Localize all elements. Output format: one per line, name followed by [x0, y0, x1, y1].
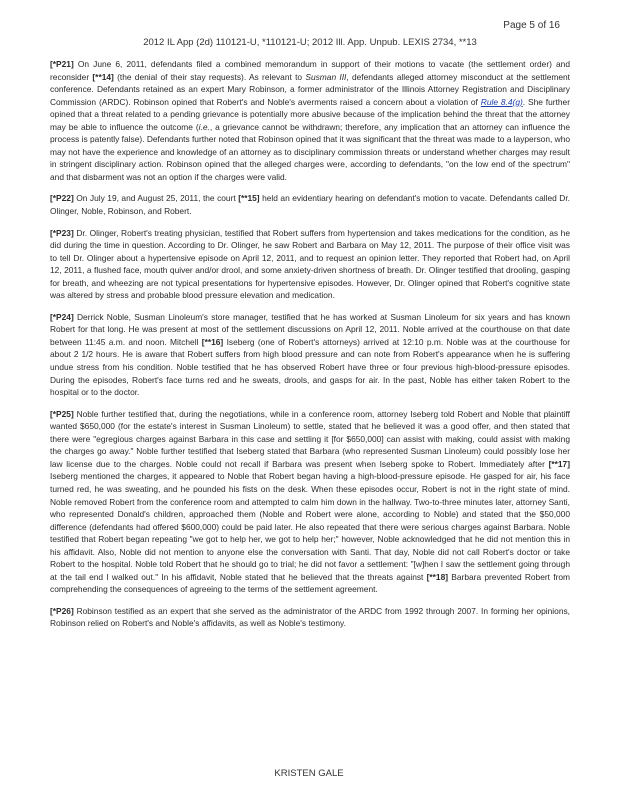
paragraph-25: [50, 408, 570, 596]
paragraph-marker: [*P24]: [50, 311, 74, 322]
page-marker: [**18]: [426, 571, 449, 582]
case-citation-header: 2012 IL App (2d) 110121-U, *110121-U; 2012 Ill. App. Unpub. LEXIS 2734, **13: [143, 37, 477, 48]
paragraph-marker: [*P22]: [50, 193, 74, 204]
paragraph-text: Noble further testified that, during the negotiations, while in a conference room, attorney Iseberg told Robert and Noble that plaintiff wanted $650,000 (for the estate's interest in Susman Linoleum) to settle, stated that he believed it was a good offer, and then stated that there were "egregious charges against Barbara in this case and settling it [for $650,000] can assist with making, could assist with making the charges go away." Noble further testified that Iseberg stated that Barbara (who represented Susman Linoleum) could possibly lose her law license due to the charges. Noble could not recall if Barbara was present when Iseberg spoke to Robert. Immediately after: [50, 408, 570, 469]
paragraph-24: [50, 311, 570, 399]
page-marker: [**17]: [548, 458, 570, 469]
paragraph-text: Derrick Noble, Susman Linoleum's store manager, testified that he has worked at Susman Linoleum for six years and has known Robert for that long. He was present at most of the settlement discussions on April 12, 2011. Noble arrived at the courthouse on that date between 11:45 a.m. and noon. Mitchell: [50, 311, 570, 347]
page-marker: [**15]: [238, 193, 260, 204]
paragraph-22: [50, 192, 570, 217]
paragraph-text: On June 6, 2011, defendants filed a combined memorandum in support of their motions to vacate (the settlement order) and reconsider: [50, 59, 570, 82]
paragraph-marker: [*P23]: [50, 227, 74, 238]
paragraph-text: , a grievance cannot be withdrawn; therefore, any implication that an attorney can influence the process is patently false). Defendants further noted that Robinson opined that it was significant that the threat was made to a layperson, who may not have the experience and knowledge of an attorney as to disciplinary commission threats or understand whether charges may result in stringent disciplinary action. Robinson opined that the alleged charges were, according to defendants, "on the low end of the spectrum" and that disbarment was not an option if the charges were valid.: [50, 121, 571, 182]
rule-link[interactable]: Rule 8.4(g): [480, 96, 523, 107]
paragraph-text: Robinson testified as an expert that she served as the administrator of the ARDC from 1992 through 2007. In forming her opinions, Robinson relied on Robert's and Noble's affidavits, as well as Noble's testimony.: [50, 605, 570, 629]
page-number: Page 5 of 16: [503, 20, 560, 31]
opinion-body: [50, 58, 570, 639]
paragraph-marker: [*P21]: [50, 59, 74, 69]
paragraph-23: [50, 227, 570, 302]
paragraph-text: Iseberg (one of Robert's attorneys) arrived at 12:10 p.m. Noble was at the courthouse for about 2 1/2 hours. He is aware that Robert suffers from high blood pressure and can note from Robert's appearance when he is suffering undue stress from his condition. Noble testified that he has observed Robert have three or four previous high-blood-pressure episodes. During the episodes, Robert's face turns red and he sweats, drools, and gasps for air. In the past, Noble has either taken Robert to the hospital or to the doctor.: [50, 336, 570, 398]
paragraph-marker: [*P26]: [50, 605, 74, 616]
paragraph-text: Iseberg mentioned the charges, it appeared to Noble that Robert began having a high-blood-pressure episode. He gasped for air, his face turned red, he was sweating, and he pounded his fists on the desk. When these episodes occur, Robert is not in the right state of mind. Noble removed Robert from the conference room and attempted to calm him down in the hallway. Two-to-three minutes later, attorney Santi, who represented Donald's children, approached them (Noble and Robert were alone, according to Noble) and stated that the $50,000 difference (defendants had offered $600,000) could be paid later. He also repeated that there were serious charges against Barbara. Noble testified that Robert began repeating "we got to help her, we got to help her;" however, Noble acknowledged that he did not mention this in his affidavit. Also, Noble did not mention to anyone else the conversation with Santi. That day, Noble did not call Robert's doctor or take Robert to the hospital. Noble told Robert that he should go to trial; he did not favor a settlement: "[w]hen I saw the settlement going through at the tail end I walked out." In his affidavit, Noble stated that he believed that the threats against: [50, 471, 570, 582]
paragraph-21: [50, 58, 570, 183]
italic-term: i.e.: [198, 121, 210, 132]
footer-name: KRISTEN GALE: [274, 768, 344, 779]
paragraph-text: Dr. Olinger, Robert's treating physician, testified that Robert suffers from hypertension and takes medications for the condition, as he did during the time in question. According to Dr. Olinger, he saw Robert and Barbara on May 12, 2011. The purpose of their office visit was to tell Dr. Olinger about a hypertensive episode on April 12, 2011, and to request an opinion letter. They reported that Robert had, on April 12, 2011, a flushed face, mouth quiver and/or drool, and some anxiety-driven shortness of breath. Dr. Olinger testified that drooling, gasping for breath, and wheezing are not typical presentations for hypertensive episodes. However, Dr. Olinger opined that Robert's cognitive state was altered by stress and probable blood pressure elevation and medication.: [50, 227, 570, 301]
paragraph-text: . She further opined that a threat related to a pending grievance is potentially more abusive because of the implication behind the threat that the attorney may be able to influence the outcome (: [50, 96, 570, 132]
paragraph-text: held an evidentiary hearing on defendant's motion to vacate. Defendants called Dr. Olinger, Noble, Robinson, and Robert.: [50, 193, 570, 217]
paragraph-text: Barbara prevented Robert from comprehending the consequences of agreeing to the terms of the settlement agreement.: [50, 571, 570, 595]
paragraph-text: , defendants alleged attorney misconduct at the settlement conference. Defendants retained as an expert Mary Robinson, a former administrator of the Illinois Attorney Registration and Disciplinary Commission (ARDC). Robinson opined that Robert's and Noble's averments raised a concern about a violation of: [50, 71, 571, 107]
paragraph-text: (the denial of their stay requests). As relevant to: [113, 71, 306, 82]
page-marker: [**16]: [201, 336, 224, 347]
page-marker: [**14]: [92, 71, 114, 82]
paragraph-26: [50, 605, 570, 630]
paragraph-marker: [*P25]: [50, 408, 74, 419]
case-name: Susman III: [305, 71, 347, 82]
paragraph-text: On July 19, and August 25, 2011, the court: [73, 193, 239, 204]
